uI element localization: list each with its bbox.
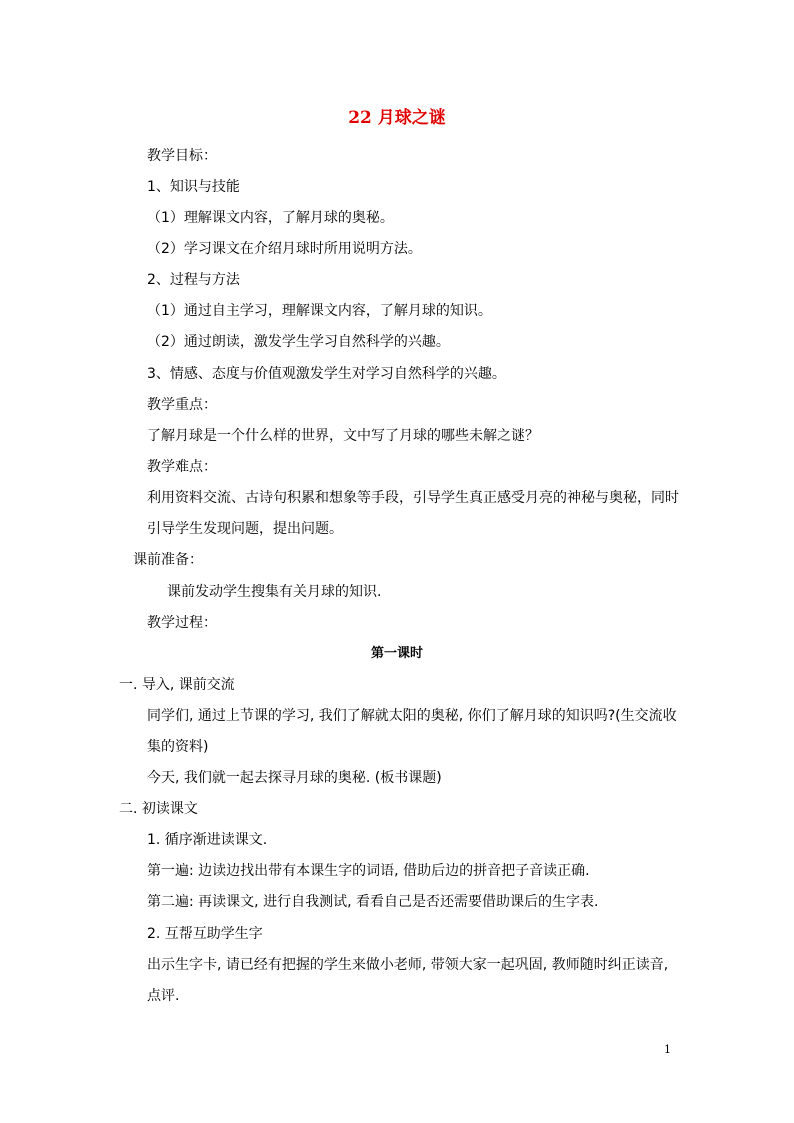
part-2-step-1: 1. 循序渐进读课文. [147,832,268,848]
process-heading: 教学过程： [147,615,217,631]
document-title: 22 月球之谜 [348,108,446,128]
page-number: 1 [664,1043,671,1056]
part-2-step-2: 2. 互帮互助学生字 [147,926,263,942]
difficulties-heading: 教学难点： [147,459,217,475]
preparation-heading: 课前准备： [133,552,203,568]
goal-1-item-2: （2）学习课文在介绍月球时所用说明方法。 [147,241,422,257]
part-2-text-line-1: 出示生字卡, 请已经有把握的学生来做小老师, 带领大家一起巩固, 教师随时纠正读音, [147,957,669,973]
part-1-heading: 一. 导入, 课前交流 [119,677,235,693]
part-2-heading: 二. 初读课文 [119,801,198,817]
lesson-period-title: 第一课时 [370,646,423,661]
difficulties-text-line-2: 引导学生发现问题，提出问题。 [147,521,343,537]
part-1-text-line-2: 集的资料) [147,739,209,755]
part-2-second-reading: 第二遍: 再读课文, 进行自我测试, 看看自己是否还需要借助课后的生字表. [147,894,599,910]
goal-2-heading: 2、过程与方法 [147,272,240,288]
preparation-text: 课前发动学生搜集有关月球的知识. [167,584,382,600]
difficulties-text-line-1: 利用资料交流、古诗句积累和想象等手段，引导学生真正感受月亮的神秘与奥秘，同时 [147,490,679,506]
goal-2-item-1: （1）通过自主学习，理解课文内容，了解月球的知识。 [147,303,492,319]
goal-2-item-2: （2）通过朗读，激发学生学习自然科学的兴趣。 [147,334,450,350]
part-2-first-reading: 第一遍: 边读边找出带有本课生字的词语, 借助后边的拼音把子音读正确. [147,863,590,879]
part-1-text-line-3: 今天, 我们就一起去探寻月球的奥秘. (板书课题) [147,770,442,786]
part-2-text-line-2: 点评. [147,988,180,1004]
goal-3-heading: 3、情感、态度与价值观激发学生对学习自然科学的兴趣。 [147,366,506,382]
goal-1-heading: 1、知识与技能 [147,179,240,195]
part-1-text-line-1: 同学们, 通过上节课的学习, 我们了解就太阳的奥秘, 你们了解月球的知识吗?(生交流收 [147,708,677,724]
goal-1-item-1: （1）理解课文内容，了解月球的奥秘。 [147,210,394,226]
key-points-heading: 教学重点： [147,397,217,413]
key-points-text: 了解月球是一个什么样的世界，文中写了月球的哪些未解之谜？ [147,428,539,444]
teaching-goals-heading: 教学目标： [147,148,217,164]
